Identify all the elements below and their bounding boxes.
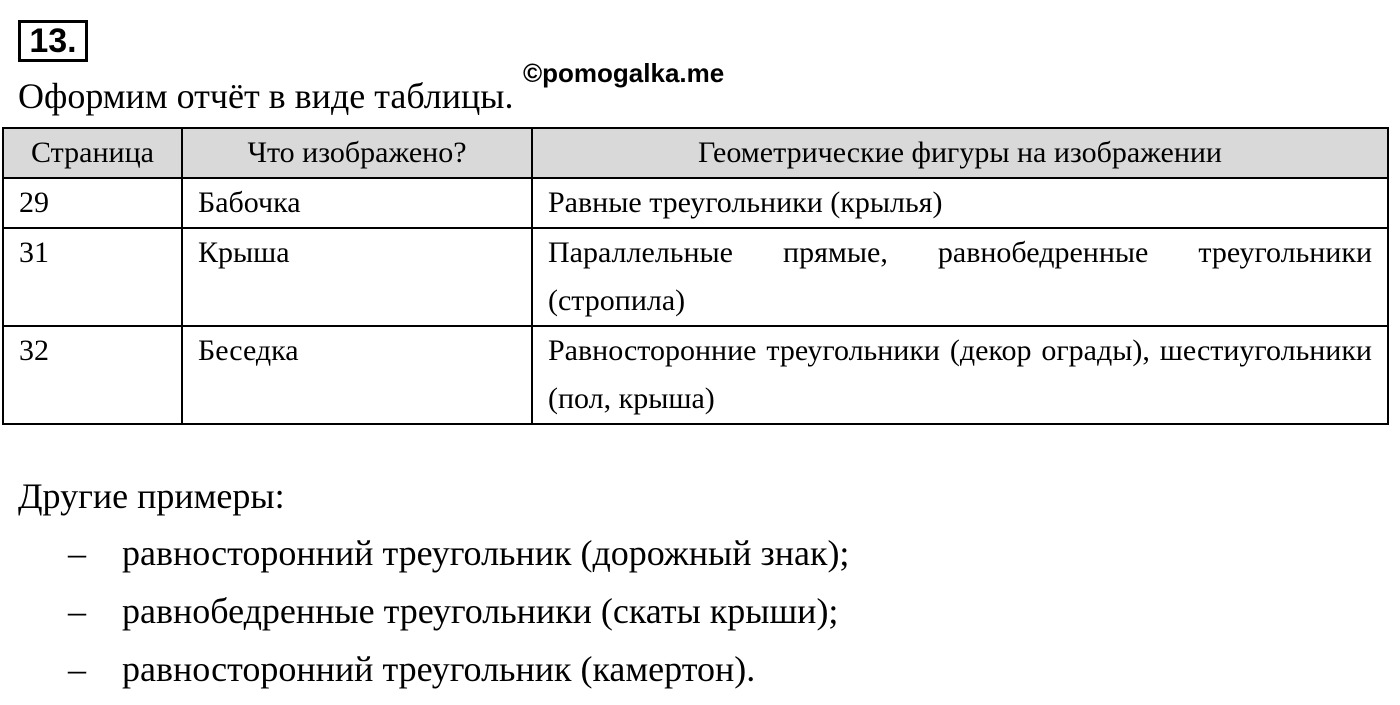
report-table <box>2 127 1389 425</box>
other-examples-title: Другие примеры: <box>18 476 285 516</box>
list-item-text: равнобедренные треугольники (скаты крыши); <box>122 591 839 631</box>
table-row <box>3 178 1388 228</box>
dash-bullet: – <box>68 649 86 689</box>
cell-what-depicted: Беседка <box>182 326 532 424</box>
header-geometric-figures: Геометрические фигуры на изображении <box>532 128 1388 178</box>
intro-text: Оформим отчёт в виде таблицы. <box>18 76 514 116</box>
cell-page: 32 <box>3 326 182 424</box>
cell-page: 31 <box>3 228 182 326</box>
header-page: Страница <box>3 128 182 178</box>
list-item <box>68 586 849 644</box>
task-number: 13. <box>18 20 88 62</box>
list-item-text: равносторонний треугольник (камертон). <box>122 649 756 689</box>
header-what-depicted: Что изображено? <box>182 128 532 178</box>
list-item <box>68 528 849 586</box>
table-header-row <box>3 128 1388 178</box>
cell-what-depicted: Бабочка <box>182 178 532 228</box>
dash-bullet: – <box>68 591 86 631</box>
cell-geometric-figures: Равные треугольники (крылья) <box>532 178 1388 228</box>
cell-page: 29 <box>3 178 182 228</box>
other-examples-list <box>68 528 849 702</box>
cell-geometric-figures: Параллельные прямые, равнобедренные треугольники (стропила) <box>532 228 1388 326</box>
cell-what-depicted: Крыша <box>182 228 532 326</box>
watermark: ©pomogalka.me <box>523 58 725 88</box>
list-item-text: равносторонний треугольник (дорожный знак); <box>122 533 850 573</box>
dash-bullet: – <box>68 533 86 573</box>
cell-geometric-figures: Равносторонние треугольники (декор ограды), шестиугольники (пол, крыша) <box>532 326 1388 424</box>
table-row <box>3 326 1388 424</box>
list-item <box>68 644 849 702</box>
table-row <box>3 228 1388 326</box>
